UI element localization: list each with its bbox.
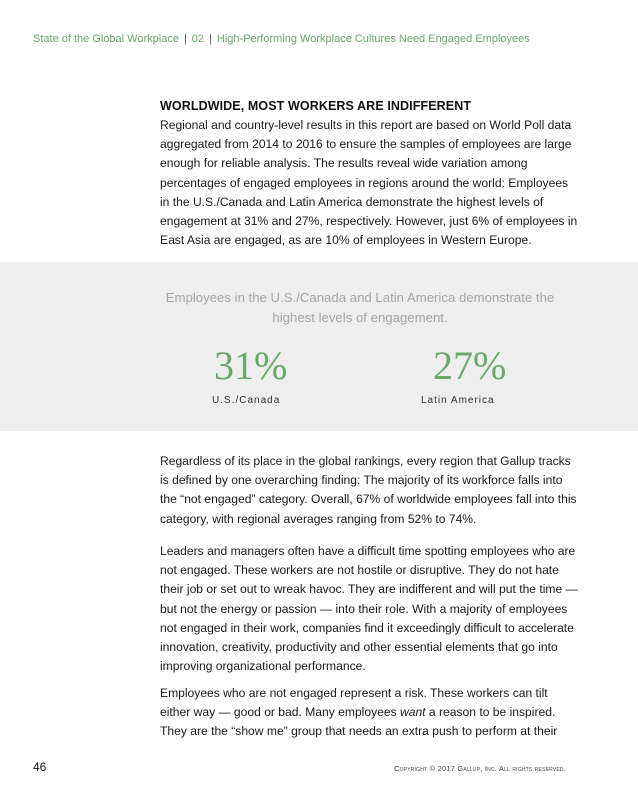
running-header <box>33 33 613 45</box>
paragraph-leaders-managers: Leaders and managers often have a difficult time spotting employees who are not engaged. These workers are not hostile or disruptive. They do not hate their job or set out to wreak havoc. They are indifferent and will put the time — but not the energy or passion — into their role. With a majority of employees not engaged in their work, companies find it exceedingly difficult to accelerate innovation, creativity, productivity and other essential elements that go into improving organizational performance. <box>160 544 578 674</box>
stat-value: 27% <box>433 343 507 388</box>
header-report-title: State of the Global Workplace <box>33 33 179 45</box>
callout-text: Employees in the U.S./Canada and Latin America demonstrate the highest levels of engagement. <box>165 290 555 325</box>
header-separator-2: | <box>209 33 212 45</box>
header-chapter-number: 02 <box>191 33 205 45</box>
header-chapter-title: High-Performing Workplace Cultures Need Engaged Employees <box>216 33 530 45</box>
paragraph-risk-end: a reason to be inspired. They are the “show me” group that needs an extra push to perform at their <box>160 705 558 739</box>
stat-value: 31% <box>214 343 288 388</box>
callout-box <box>0 262 638 431</box>
paragraph-risk-emphasis: want <box>400 705 426 720</box>
paragraph-global-rankings: Regardless of its place in the global rankings, every region that Gallup tracks is defined by one overarching finding: The majority of its workforce falls into the “not engaged” category. Overall, 67% of worldwide employees fall into this category, with regional averages ranging from 52% to 74%. <box>160 454 577 526</box>
copyright-notice: Copyright © 2017 Gallup, Inc. All rights reserved. <box>393 764 566 773</box>
stat-label: Latin America <box>421 395 495 406</box>
section-heading: WORLDWIDE, MOST WORKERS ARE INDIFFERENT <box>160 99 472 113</box>
paragraph-risk-start: Employees who are not engaged represent a risk. These workers can tilt either way — good or bad. Many employees <box>160 686 548 720</box>
stat-label: U.S./Canada <box>212 395 281 406</box>
header-separator: | <box>183 33 187 45</box>
paragraph-risk <box>160 684 580 742</box>
stat-latin-america <box>421 343 507 406</box>
stat-us-canada <box>214 344 287 406</box>
page-number: 46 <box>33 760 47 774</box>
paragraph-intro: Regional and country-level results in this report are based on World Poll data aggregated from 2014 to 2016 to ensure the samples of employees are large enough for reliable analysis. The results reveal wide variation among percentages of engaged employees in regions around the world: Employees in the U.S./Canada and Latin America demonstrate the highest levels of engagement at 31% and 27%, respectively. However, just 6% of employees in East Asia are engaged, as are 10% of employees in Western Europe. <box>160 118 578 248</box>
